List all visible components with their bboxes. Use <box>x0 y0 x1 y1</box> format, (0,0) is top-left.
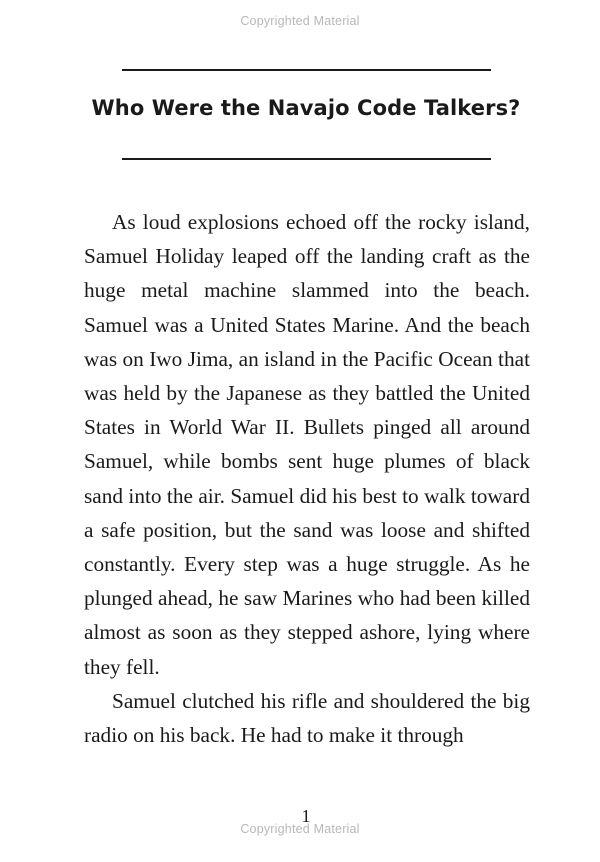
body-text <box>84 205 530 752</box>
chapter-title: Who Were the Navajo Code Talkers? <box>91 96 521 120</box>
title-rule-bottom <box>122 158 491 160</box>
paragraph-2: Samuel clutched his rifle and shouldered the big radio on his back. He had to make it through <box>84 688 530 748</box>
copyright-watermark-bottom: Copyrighted Material <box>240 822 360 836</box>
copyright-watermark-top: Copyrighted Material <box>240 14 360 28</box>
title-rule-top <box>122 69 491 71</box>
paragraph-1: As loud explosions echoed off the rocky island, Samuel Holiday leaped off the landing craft as the huge metal machine slammed into the beach. Samuel was a United States Marine. And the beach was on Iwo Jima, an island in the Pacific Ocean that was held by the Japanese as they battled the United States in World War II. Bullets pinged all around Samuel, while bombs sent huge plumes of black sand into the air. Samuel did his best to walk toward a safe position, but the sand was loose and shifted constantly. Every step was a huge struggle. As he plunged ahead, he saw Marines who had been killed almost as soon as they stepped ashore, lying where they fell. <box>84 210 530 679</box>
page-number: 1 <box>301 806 311 826</box>
